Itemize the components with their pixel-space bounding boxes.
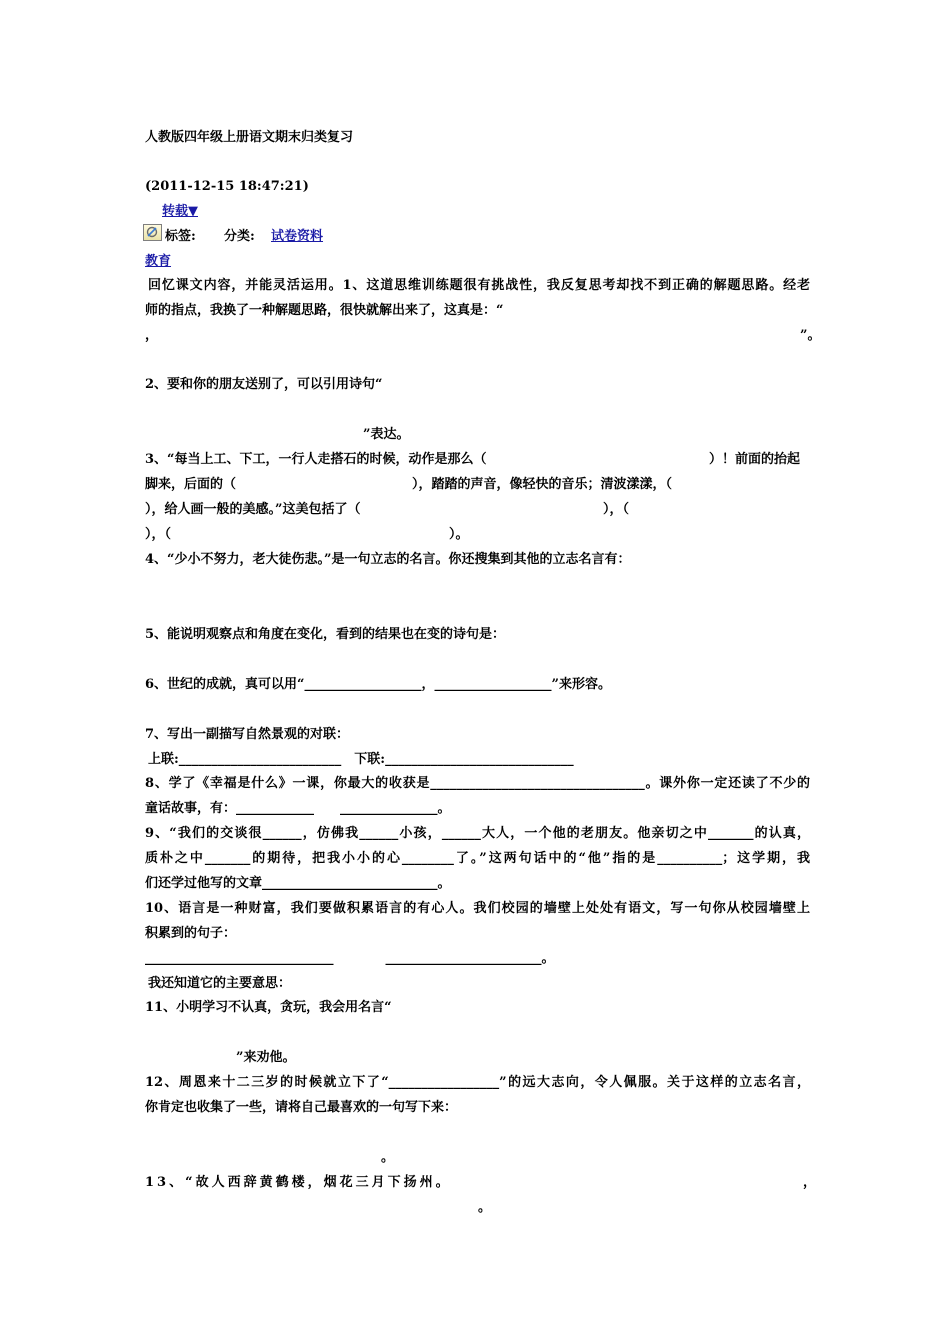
q10-line-3: _____________________________ ________________________。 bbox=[145, 951, 555, 966]
post-date: (2011-12-15 18:47:21) bbox=[145, 179, 309, 194]
q2-line-1: 2、要和你的朋友送别了，可以引用诗句“ bbox=[145, 377, 383, 392]
q3-line-1-b: ）！前面的抬起 bbox=[709, 452, 801, 467]
q1-line-3-left: ， bbox=[145, 328, 159, 343]
q11-line-2: ”来劝他。 bbox=[236, 1050, 296, 1065]
q13-line-1-b: ， bbox=[803, 1175, 817, 1190]
q3-line-3-a: ），给人画一般的美感。”这美包括了（ bbox=[145, 502, 361, 517]
tag-link[interactable] bbox=[145, 253, 171, 271]
q7-line-1: 7、写出一副描写自然景观的对联： bbox=[145, 727, 350, 742]
q8-line-2: 童话故事，有：____________ _______________。 bbox=[145, 801, 451, 816]
q3-line-1-a: 3、“每当上工、下工，一行人走搭石的时候，动作是那么（ bbox=[145, 452, 487, 467]
q2-line-2: ”表达。 bbox=[363, 427, 410, 442]
q7-line-2: 上联:_________________________ 下联:_____________________________ bbox=[148, 752, 574, 767]
q9-line-1: 9、“我们的交谈很______，仿佛我______小孩，______大人，一个他的老朋友。他亲切之中_______的认真， bbox=[145, 826, 810, 841]
q9-line-2: 质朴之中_______的期待，把我小小的心________了。”这两句话中的“他”指的是__________；这学期，我 bbox=[145, 851, 810, 866]
q3-line-2-b: ），踏踏的声音，像轻快的音乐；清波漾漾，（ bbox=[412, 477, 673, 492]
q12-line-3: 。 bbox=[381, 1150, 395, 1165]
q13-line-1-a: 13、“故人西辞黄鹤楼，烟花三月下扬州。 bbox=[145, 1175, 452, 1190]
category-link-text[interactable]: 试卷资料 bbox=[271, 229, 324, 244]
q5-line: 5、能说明观察点和角度在变化，看到的结果也在变的诗句是： bbox=[145, 627, 506, 642]
q12-line-2: 你肯定也收集了一些，请将自己最喜欢的一句写下来： bbox=[145, 1100, 458, 1115]
q10-line-4: 我还知道它的主要意思： bbox=[148, 976, 292, 991]
q4-line: 4、“少小不努力，老大徒伤悲。”是一句立志的名言。你还搜集到其他的立志名言有： bbox=[145, 552, 631, 567]
q3-line-2-a: 脚来，后面的（ bbox=[145, 477, 237, 492]
q12-line-1: 12、周恩来十二三岁的时候就立下了“_________________”的远大志向，令人佩服。关于这样的立志名言， bbox=[145, 1075, 810, 1090]
q11-line-1: 11、小明学习不认真，贪玩，我会用名言“ bbox=[145, 1000, 392, 1015]
q3-line-4-b: ）。 bbox=[449, 527, 469, 542]
q9-line-3: 们还学过他写的文章___________________________。 bbox=[145, 876, 451, 891]
repost-link[interactable] bbox=[162, 203, 198, 221]
q8-line-1: 8、学了《幸福是什么》一课，你最大的收获是_________________________________。课外你一定还读了不少的 bbox=[145, 776, 810, 791]
q3-line-3-b: ），（ bbox=[603, 502, 630, 517]
q6-line: 6、世纪的成就，真可以用“__________________，__________________”来形容。 bbox=[145, 677, 612, 692]
q1-line-2: 师的指点，我换了一种解题思路，很快就解出来了，这真是：“ bbox=[145, 303, 504, 318]
repost-link-text[interactable]: 转载▼ bbox=[162, 204, 198, 219]
q13-line-2: 。 bbox=[478, 1200, 492, 1215]
category-label: 分类: bbox=[224, 229, 255, 244]
tags-label: 标签: bbox=[165, 229, 196, 244]
q1-line-1: 回忆课文内容，并能灵活运用。1、这道思维训练题很有挑战性，我反复思考却找不到正确的解题思路。经老 bbox=[148, 278, 810, 293]
q10-line-1: 10、语言是一种财富，我们要做积累语言的有心人。我们校园的墙壁上处处有语文，写一句你从校园墙壁上 bbox=[145, 901, 810, 916]
tag-link-text[interactable]: 教育 bbox=[145, 254, 172, 269]
document-title: 人教版四年级上册语文期末归类复习 bbox=[145, 130, 354, 145]
q3-line-4-a: ），（ bbox=[145, 527, 172, 542]
category-link[interactable] bbox=[271, 228, 323, 246]
q10-line-2: 积累到的句子： bbox=[145, 926, 237, 941]
tag-icon bbox=[143, 224, 162, 241]
q1-line-3-right: ”。 bbox=[800, 328, 821, 343]
